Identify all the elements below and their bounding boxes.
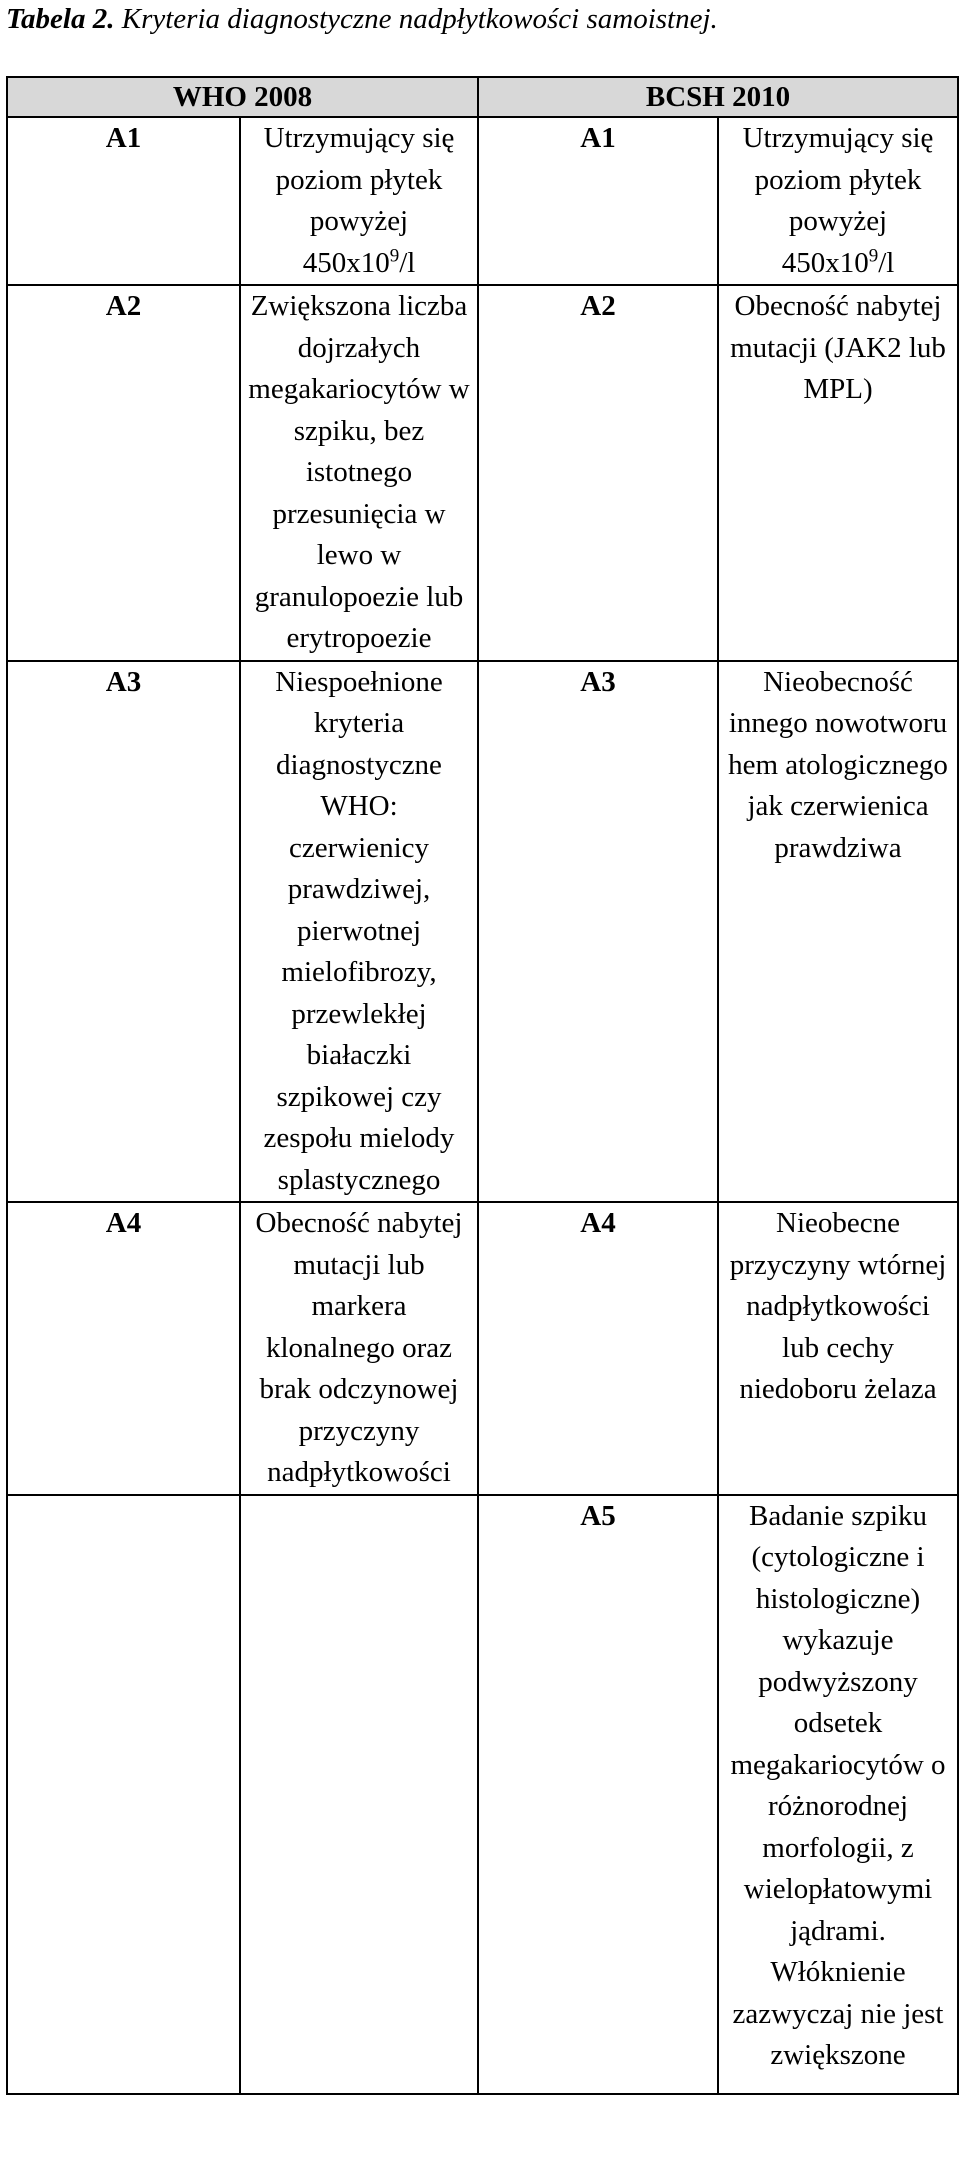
bcsh-code: A1 bbox=[478, 117, 718, 285]
bcsh-code: A2 bbox=[478, 285, 718, 661]
exponent: 9 bbox=[868, 244, 879, 266]
who-criterion bbox=[240, 1495, 478, 2094]
bcsh-count-base: 450x10 bbox=[781, 246, 869, 279]
caption-label: Tabela 2. bbox=[6, 3, 115, 35]
criteria-table bbox=[6, 76, 959, 2095]
bcsh-criterion: Nieobecne przyczyny wtórnej nadpłytkowości lub cechy niedoboru żelaza bbox=[718, 1202, 958, 1495]
bcsh-criterion-text: Utrzymujący się poziom płytek powyżej bbox=[742, 122, 934, 237]
table-row bbox=[7, 661, 958, 1203]
bcsh-criterion: Nieobecność innego nowotworu hem atologicznego jak czerwienica prawdziwa bbox=[718, 661, 958, 1203]
who-criterion-text: Utrzymujący się poziom płytek powyżej bbox=[263, 122, 455, 237]
who-code bbox=[7, 1495, 240, 2094]
bcsh-code: A3 bbox=[478, 661, 718, 1203]
who-code: A4 bbox=[7, 1202, 240, 1495]
who-count-unit: /l bbox=[399, 246, 416, 279]
who-code: A2 bbox=[7, 285, 240, 661]
who-criterion: Zwiększona liczba dojrzałych megakariocytów w szpiku, bez istotnego przesunięcia w lewo w granulopoezie lub erytropoezie bbox=[240, 285, 478, 661]
header-row bbox=[7, 77, 958, 117]
table-row bbox=[7, 1495, 958, 2094]
bcsh-criterion: Obecność nabytej mutacji (JAK2 lub MPL) bbox=[718, 285, 958, 661]
who-code: A1 bbox=[7, 117, 240, 285]
who-count-base: 450x10 bbox=[302, 246, 390, 279]
exponent: 9 bbox=[389, 244, 400, 266]
bcsh-code: A4 bbox=[478, 1202, 718, 1495]
who-criterion: Obecność nabytej mutacji lub markera klonalnego oraz brak odczynowej przyczyny nadpłytkowości bbox=[240, 1202, 478, 1495]
header-bcsh-2010: BCSH 2010 bbox=[478, 77, 958, 117]
who-criterion: Niespoełnione kryteria diagnostyczne WHO: czerwienicy prawdziwej, pierwotnej mielofibrozy, przewlekłej białaczki szpikowej czy zespołu mielody splastycznego bbox=[240, 661, 478, 1203]
table-row bbox=[7, 1202, 958, 1495]
who-criterion bbox=[240, 117, 478, 285]
bcsh-criterion: Badanie szpiku (cytologiczne i histologiczne) wykazuje podwyższony odsetek megakariocytów o różnorodnej morfologii, z wielopłatowymi jądrami. Włóknienie zazwyczaj nie jest zwiększone bbox=[718, 1495, 958, 2094]
table-row bbox=[7, 285, 958, 661]
bcsh-criterion bbox=[718, 117, 958, 285]
table-caption bbox=[6, 0, 718, 38]
who-code: A3 bbox=[7, 661, 240, 1203]
table-row bbox=[7, 117, 958, 285]
bcsh-count-unit: /l bbox=[878, 246, 895, 279]
caption-text: Kryteria diagnostyczne nadpłytkowości samoistnej. bbox=[114, 3, 718, 35]
header-who-2008: WHO 2008 bbox=[7, 77, 478, 117]
bcsh-code: A5 bbox=[478, 1495, 718, 2094]
